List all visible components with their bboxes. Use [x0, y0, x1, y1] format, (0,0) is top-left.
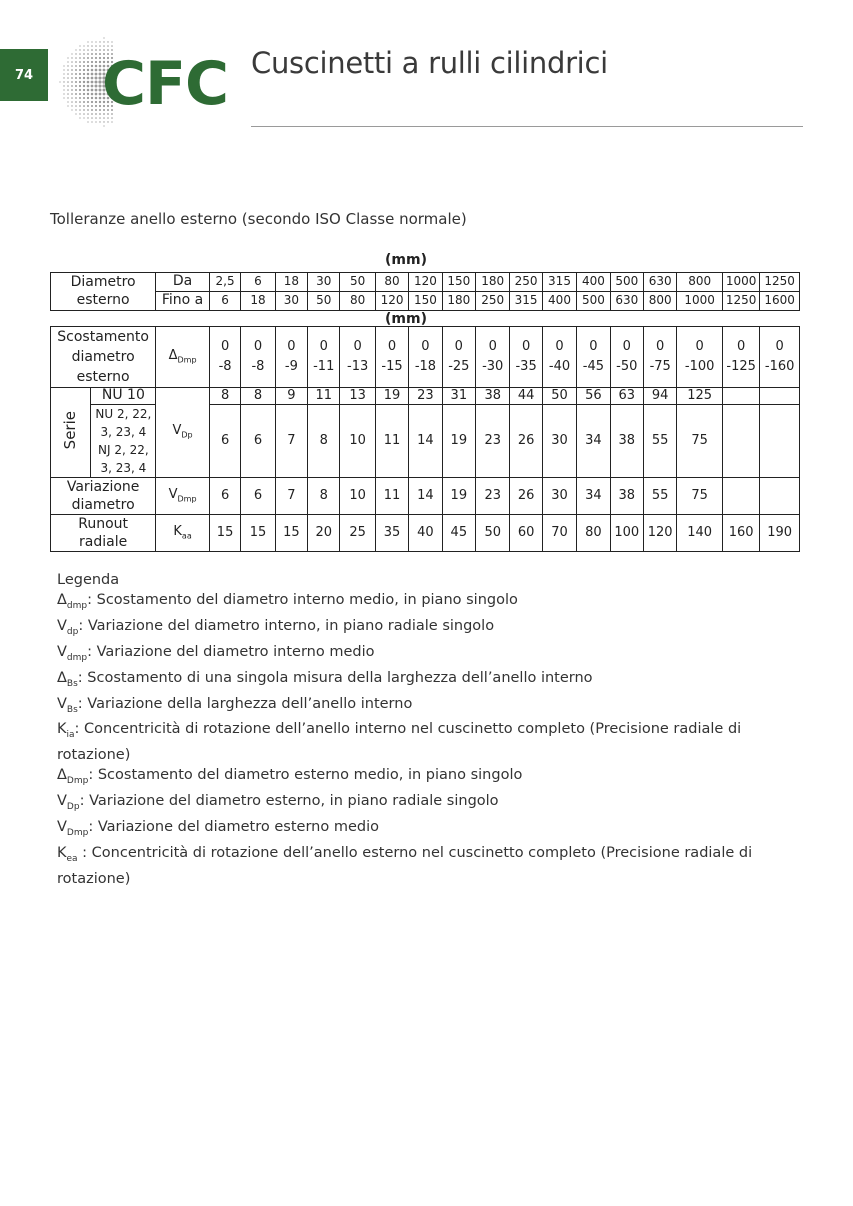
cell: 0 -8 [241, 327, 275, 388]
cell: 8 [241, 388, 275, 405]
cell: 38 [610, 405, 643, 478]
table-caption: Tolleranze anello esterno (secondo ISO Classe normale) [50, 210, 467, 228]
cell: 120 [409, 273, 442, 292]
cell: 9 [275, 388, 307, 405]
cell: 40 [409, 515, 442, 552]
unit-label-1: (mm) [385, 252, 427, 268]
cell: 10 [340, 478, 375, 515]
cell: 0 -100 [677, 327, 723, 388]
cell: 140 [677, 515, 723, 552]
cell: 190 [760, 515, 800, 552]
cell: 56 [577, 388, 610, 405]
cell: 315 [542, 273, 576, 292]
tolerance-table [50, 326, 800, 552]
cell: 75 [677, 478, 723, 515]
cfc-logo [56, 32, 236, 132]
cell: 180 [442, 292, 475, 311]
cell: 0 -9 [275, 327, 307, 388]
cell: 6 [209, 405, 240, 478]
cell [760, 478, 800, 515]
legend-title: Legenda [57, 572, 120, 588]
table-row [51, 478, 800, 515]
cell: 500 [610, 273, 643, 292]
kaa-symbol: $K_{aa}$ [156, 515, 210, 552]
page-title: Cuscinetti a rulli cilindrici [251, 46, 608, 80]
cell: 630 [610, 292, 643, 311]
cell: 7 [275, 478, 307, 515]
cell: 30 [542, 405, 576, 478]
cell: 30 [308, 273, 340, 292]
cell: 1000 [722, 273, 759, 292]
cell: 30 [275, 292, 307, 311]
cell: 38 [610, 478, 643, 515]
cell: 80 [375, 273, 408, 292]
legend-item: $K_{ia}$: Concentricità di rotazione dell’anello interno nel cuscinetto completo (Precisione radiale di rotazione) [57, 721, 742, 764]
page-number: 74 [0, 49, 48, 101]
cell: 14 [409, 478, 442, 515]
cell: 55 [643, 405, 676, 478]
cell: 63 [610, 388, 643, 405]
cell: 38 [476, 388, 510, 405]
cell: 60 [510, 515, 542, 552]
cell: 13 [340, 388, 375, 405]
cell: 25 [340, 515, 375, 552]
table-row [51, 273, 800, 292]
cell: 2,5 [209, 273, 240, 292]
serie-label: Serie [51, 388, 91, 478]
cell: 0 -15 [375, 327, 408, 388]
cell [722, 388, 759, 405]
cell: 0 -125 [722, 327, 759, 388]
cell: 6 [241, 478, 275, 515]
cell: 50 [542, 388, 576, 405]
cell: 0 -30 [476, 327, 510, 388]
cell: 14 [409, 405, 442, 478]
cell: 19 [442, 405, 475, 478]
cell [722, 478, 759, 515]
legend [57, 570, 757, 889]
cell: 1600 [760, 292, 800, 311]
row-label: esterno [51, 292, 156, 311]
cell: 400 [577, 273, 610, 292]
cell: 26 [510, 405, 542, 478]
cell: 160 [722, 515, 759, 552]
cell: 10 [340, 405, 375, 478]
row-label: Diametro [51, 273, 156, 292]
legend-item: $V_{dp}$: Variazione del diametro interno, in piano radiale singolo [57, 617, 495, 637]
cell: 125 [677, 388, 723, 405]
cell: 0 -18 [409, 327, 442, 388]
cell: 94 [643, 388, 676, 405]
cell [760, 405, 800, 478]
cell: 23 [476, 478, 510, 515]
cell [760, 388, 800, 405]
legend-item: $\Delta_{dmp}$: Scostamento del diametro interno medio, in piano singolo [57, 592, 518, 611]
cell: 6 [241, 273, 275, 292]
variazione-label: Variazione diametro [51, 478, 156, 515]
vdmp-symbol: $V_{Dmp}$ [156, 478, 210, 515]
da-label: Da [156, 273, 210, 292]
cell: 0 -25 [442, 327, 475, 388]
cell: 6 [209, 478, 240, 515]
legend-item: $V_{Dmp}$: Variazione del diametro esterno medio [57, 819, 379, 839]
cell: 50 [340, 273, 375, 292]
vdp-symbol: $V_{Dp}$ [156, 388, 210, 478]
legend-item: $V_{Bs}$: Variazione della larghezza dell’anello interno [57, 695, 413, 715]
cell: 50 [308, 292, 340, 311]
cell: 6 [209, 292, 240, 311]
unit-label-2: (mm) [385, 311, 427, 327]
cell: 23 [476, 405, 510, 478]
cell: 7 [275, 405, 307, 478]
cell: 11 [375, 478, 408, 515]
cell: 8 [308, 478, 340, 515]
delta-dmp-symbol: $\Delta_{Dmp}$ [156, 327, 210, 388]
cell: 11 [308, 388, 340, 405]
cell: 50 [476, 515, 510, 552]
cell: 8 [308, 405, 340, 478]
cell: 1000 [677, 292, 723, 311]
cell: 0 -11 [308, 327, 340, 388]
fino-label: Fino a [156, 292, 210, 311]
cell: 11 [375, 405, 408, 478]
cell: 30 [542, 478, 576, 515]
cell: 15 [241, 515, 275, 552]
cell: 8 [209, 388, 240, 405]
cell: 19 [442, 478, 475, 515]
cell: 250 [476, 292, 510, 311]
svg-text:CFC: CFC [102, 49, 229, 119]
cell: 6 [241, 405, 275, 478]
cell: 180 [476, 273, 510, 292]
cell: 19 [375, 388, 408, 405]
cell: 800 [643, 292, 676, 311]
table-row [51, 327, 800, 388]
cell: 15 [275, 515, 307, 552]
cell: 70 [542, 515, 576, 552]
cell: 45 [442, 515, 475, 552]
cell: 18 [241, 292, 275, 311]
cell: 23 [409, 388, 442, 405]
cell: 400 [542, 292, 576, 311]
cell: 0 -8 [209, 327, 240, 388]
cell: 18 [275, 273, 307, 292]
cell: 150 [442, 273, 475, 292]
cell: 35 [375, 515, 408, 552]
cell: 0 -40 [542, 327, 576, 388]
cell: 31 [442, 388, 475, 405]
scostamento-label: Scostamento diametro esterno [51, 327, 156, 388]
cell: 315 [510, 292, 542, 311]
cell: 1250 [722, 292, 759, 311]
series-other-label: NU 2, 22, 3, 23, 4 NJ 2, 22, 3, 23, 4 [91, 405, 156, 478]
cell: 75 [677, 405, 723, 478]
cell: 15 [209, 515, 240, 552]
cell: 100 [610, 515, 643, 552]
legend-item: $V_{dmp}$: Variazione del diametro interno medio [57, 643, 375, 663]
cell: 80 [577, 515, 610, 552]
legend-item: $\Delta_{Dmp}$: Scostamento del diametro esterno medio, in piano singolo [57, 767, 523, 787]
cell: 0 -45 [577, 327, 610, 388]
cell: 150 [409, 292, 442, 311]
diameter-range-table [50, 272, 800, 311]
cell: 800 [677, 273, 723, 292]
cell: 0 -75 [643, 327, 676, 388]
cell: 26 [510, 478, 542, 515]
cell [722, 405, 759, 478]
cell: 34 [577, 405, 610, 478]
cell: 630 [643, 273, 676, 292]
table-row [51, 515, 800, 552]
legend-item: $\Delta_{Bs}$: Scostamento di una singola misura della larghezza dell’anello interno [57, 669, 593, 689]
legend-item: $K_{ea}$ : Concentricità di rotazione dell’anello esterno nel cuscinetto completo (Precisione radiale di rotazione) [57, 845, 753, 887]
cell: 250 [510, 273, 542, 292]
nu10-label: NU 10 [91, 388, 156, 405]
legend-item: $V_{Dp}$: Variazione del diametro esterno, in piano radiale singolo [57, 793, 499, 813]
cell: 0 -13 [340, 327, 375, 388]
cell: 0 -160 [760, 327, 800, 388]
cell: 34 [577, 478, 610, 515]
cell: 20 [308, 515, 340, 552]
cell: 44 [510, 388, 542, 405]
table-row [51, 292, 800, 311]
cell: 120 [375, 292, 408, 311]
runout-label: Runout radiale [51, 515, 156, 552]
title-divider [251, 126, 803, 127]
cell: 120 [643, 515, 676, 552]
cell: 80 [340, 292, 375, 311]
cell: 500 [577, 292, 610, 311]
cell: 55 [643, 478, 676, 515]
cell: 1250 [760, 273, 800, 292]
cell: 0 -50 [610, 327, 643, 388]
cell: 0 -35 [510, 327, 542, 388]
table-row [51, 388, 800, 405]
